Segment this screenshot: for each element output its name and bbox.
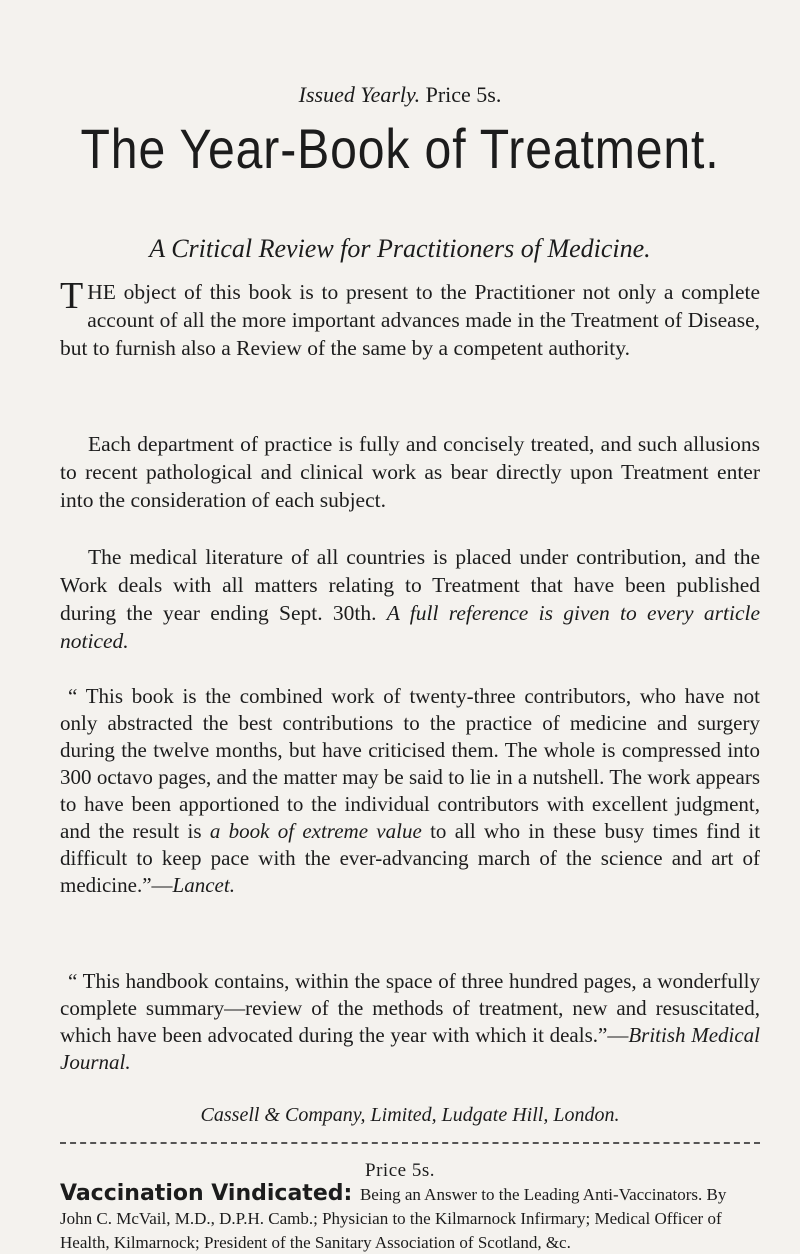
intro-paragraph [60,275,760,362]
bmj-quote-text: “ This handbook contains, within the space of three hundred pages, a wonderfully complete summary—review of the methods of treatment, new and resuscitated, which have been advocated during the year with which it deals.”— [60,969,760,1047]
lancet-quote-text-b: to all who in these busy times find it difficult to keep pace with the ever-advancing march of the science and art of medicine.”— [60,819,761,897]
drop-cap: T [60,275,84,317]
ad1-title: Vaccination Vindicated: [60,1181,353,1206]
book-title: The Year-Book of Treatment. [80,117,720,180]
ad1-block [60,1182,760,1254]
bmj-quote [60,968,760,1076]
lancet-quote [60,683,760,899]
paragraph-literature [60,543,760,655]
lancet-source: Lancet. [172,873,235,897]
book-subtitle: A Critical Review for Practitioners of Medicine. [149,234,651,263]
lancet-quote-emphasis: a book of extreme value [209,819,422,843]
lancet-quote-text-a: “ This book is the combined work of twenty-three contributors, who have not only abstracted the best contributions to the practice of medicine and surgery during the twelve months, but have criticised them. The whole is compressed into 300 octavo pages, and the matter may be said to lie in a nutshell. The work appears to have been apportioned to the individual contributors with excellent judgment, and the result is [60,684,760,843]
ad1-text: Being an Answer to the Leading Anti-Vaccinators. By John C. McVail, M.D., D.P.H. Camb.; Physician to the Kilmarnock Infirmary; Medical Officer of Health, Kilmarnock; President of the Sanitary Association of Scotland, &c. [60,1185,727,1252]
section-divider [60,1142,760,1144]
issued-yearly: Issued Yearly. [298,82,421,107]
publisher-imprint: Cassell & Company, Limited, Ludgate Hill, London. [200,1104,620,1126]
ad1-price: Price 5s. [365,1160,435,1181]
bmj-source: British Medical Journal. [60,1023,761,1074]
issued-line [0,82,800,108]
reference-note: A full reference is given to every article noticed. [60,601,760,653]
issued-price: Price 5s. [425,82,502,107]
intro-text: HE object of this book is to present to the Practitioner not only a complete account of all the more important advances made in the Treatment of Disease, but to furnish also a Review of the same by a competent authority. [60,280,760,360]
literature-text: The medical literature of all countries is placed under contribution, and the Work deals with all matters relating to Treatment that have been published during the year ending Sept. 30th. [60,545,760,625]
paragraph-departments: Each department of practice is fully and concisely treated, and such allusions to recent pathological and clinical work as bear directly upon Treatment enter into the consideration of each subject. [60,432,760,512]
